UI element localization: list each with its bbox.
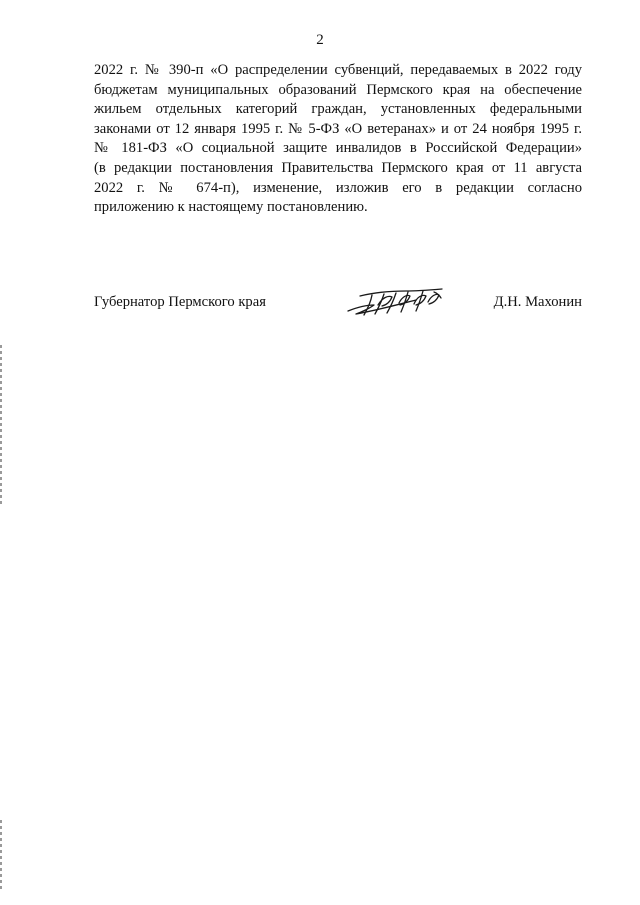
text-line: приложению к настоящему постановлению. bbox=[94, 199, 368, 216]
text-line: законами от 12 января 1995 г. № 5-ФЗ «О ветеранах» и от 24 ноября 1995 г. bbox=[94, 120, 582, 137]
text-line: бюджетам муниципальных образований Пермского края на обеспечение bbox=[94, 81, 582, 98]
text-line: 2022 г. № 674-п), изменение, изложив его в редакции согласно bbox=[94, 179, 582, 196]
scan-edge-mark bbox=[0, 820, 2, 890]
body-paragraph bbox=[94, 61, 582, 218]
page-number: 2 bbox=[316, 32, 324, 48]
scan-edge-mark bbox=[0, 345, 2, 505]
signatory-name: Д.Н. Махонин bbox=[493, 294, 582, 310]
text-line: жильем отдельных категорий граждан, установленных федеральными bbox=[94, 101, 582, 118]
text-line: № 181-ФЗ «О социальной защите инвалидов в Российской Федерации» bbox=[94, 140, 582, 157]
text-line: 2022 г. № 390-п «О распределении субвенций, передаваемых в 2022 году bbox=[94, 62, 582, 78]
text-line: (в редакции постановления Правительства Пермского края от 11 августа bbox=[94, 159, 582, 176]
signatory-title: Губернатор Пермского края bbox=[94, 294, 266, 310]
handwritten-signature-icon bbox=[344, 284, 449, 320]
signature-block bbox=[94, 292, 582, 322]
